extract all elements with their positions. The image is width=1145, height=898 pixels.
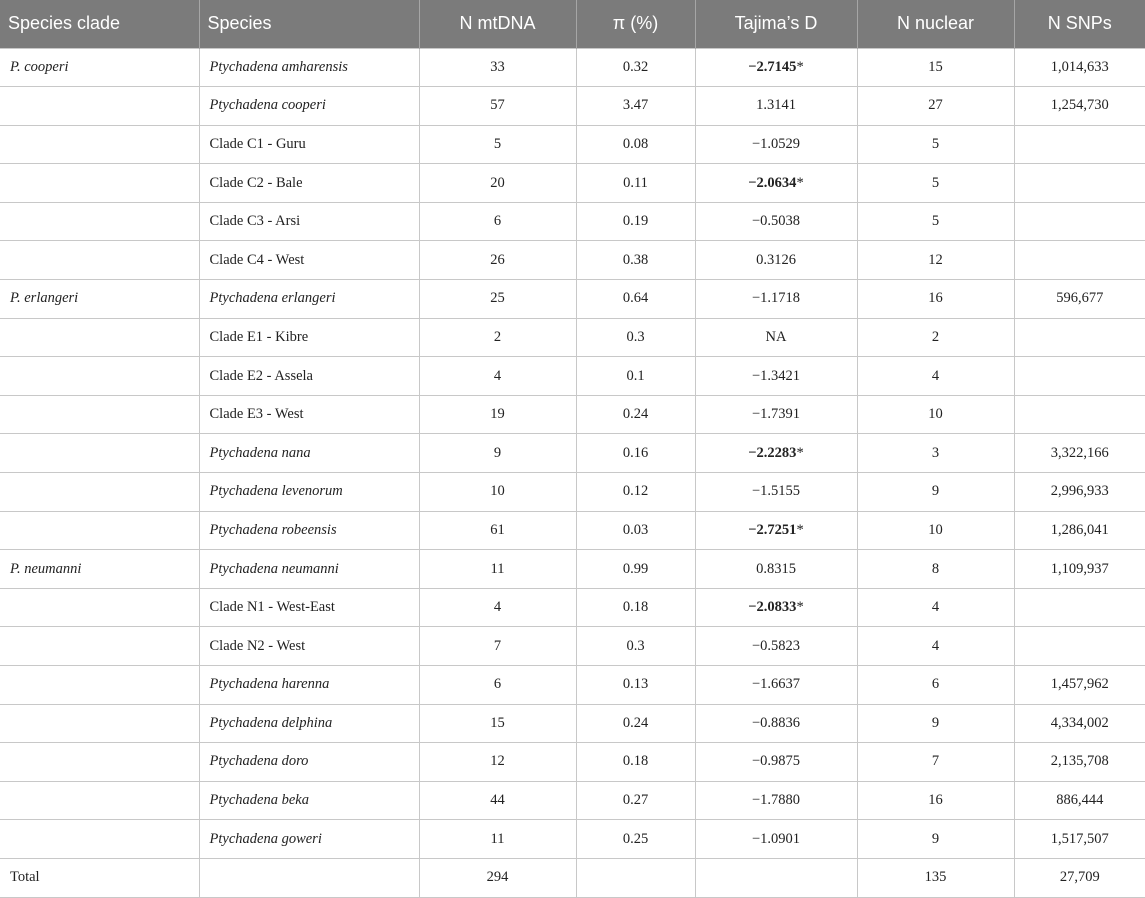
n-mtdna-cell: 26 — [419, 241, 576, 280]
n-nuclear-cell: 5 — [857, 125, 1014, 164]
tajimas-d-cell — [695, 434, 857, 473]
pi-cell: 0.16 — [576, 434, 695, 473]
pi-cell: 0.13 — [576, 666, 695, 705]
species-cell: Clade E1 - Kibre — [199, 318, 419, 357]
n-snps-cell: 3,322,166 — [1014, 434, 1145, 473]
table-row — [0, 743, 1145, 782]
species-cell: Clade N1 - West-East — [199, 588, 419, 627]
tajimas-d-value: −1.3421 — [751, 367, 801, 384]
tajimas-d-value: 1.3141 — [756, 97, 796, 114]
tajimas-d-value: −1.7391 — [751, 406, 801, 423]
species-cell: Ptychadena delphina — [199, 704, 419, 743]
tajimas-d-cell — [695, 395, 857, 434]
n-mtdna-cell: 2 — [419, 318, 576, 357]
pi-cell: 0.38 — [576, 241, 695, 280]
tajimas-d-cell — [695, 357, 857, 396]
species-cell: Ptychadena beka — [199, 781, 419, 820]
tajimas-d-cell — [695, 743, 857, 782]
species-clade-cell: P. neumanni — [0, 550, 199, 589]
tajimas-d-cell — [695, 473, 857, 512]
n-nuclear-cell: 16 — [857, 781, 1014, 820]
species-cell: Ptychadena robeensis — [199, 511, 419, 550]
tajimas-d-value: −1.1718 — [751, 290, 801, 307]
species-clade-cell — [0, 781, 199, 820]
header-species-clade: Species clade — [8, 13, 121, 34]
header-pi: π (%) — [576, 0, 695, 48]
n-mtdna-cell: 19 — [419, 395, 576, 434]
n-mtdna-cell: 4 — [419, 357, 576, 396]
tajimas-d-value: −2.7251 — [748, 521, 797, 538]
significance-mark: * — [796, 174, 804, 191]
n-mtdna-cell: 6 — [419, 666, 576, 705]
table-body — [0, 48, 1145, 897]
table-row — [0, 588, 1145, 627]
pi-cell: 0.08 — [576, 125, 695, 164]
tajimas-d-value: −2.7145 — [748, 58, 797, 75]
n-nuclear-cell: 4 — [857, 588, 1014, 627]
total-n-mtdna-cell: 294 — [419, 858, 576, 897]
n-mtdna-cell: 9 — [419, 434, 576, 473]
n-nuclear-cell: 6 — [857, 666, 1014, 705]
tajimas-d-cell — [695, 48, 857, 87]
header-tajimas-d: Tajima’s D — [695, 0, 857, 48]
pi-cell: 0.12 — [576, 473, 695, 512]
pi-cell: 0.3 — [576, 627, 695, 666]
n-nuclear-cell: 2 — [857, 318, 1014, 357]
pi-cell: 0.1 — [576, 357, 695, 396]
n-snps-cell: 1,014,633 — [1014, 48, 1145, 87]
n-mtdna-cell: 25 — [419, 280, 576, 319]
tajimas-d-value: −1.0901 — [751, 830, 801, 847]
species-cell: Ptychadena neumanni — [199, 550, 419, 589]
species-clade-cell — [0, 241, 199, 280]
n-snps-cell — [1014, 318, 1145, 357]
n-snps-cell: 1,517,507 — [1014, 820, 1145, 859]
n-nuclear-cell: 4 — [857, 357, 1014, 396]
tajimas-d-value: −0.9875 — [751, 753, 801, 770]
tajimas-d-cell — [695, 781, 857, 820]
table-row — [0, 164, 1145, 203]
tajimas-d-cell — [695, 588, 857, 627]
species-clade-cell — [0, 434, 199, 473]
tajimas-d-cell — [695, 511, 857, 550]
pi-cell: 0.3 — [576, 318, 695, 357]
pi-cell: 3.47 — [576, 87, 695, 126]
species-cell: Ptychadena goweri — [199, 820, 419, 859]
table-row — [0, 357, 1145, 396]
n-snps-cell — [1014, 164, 1145, 203]
n-snps-cell — [1014, 202, 1145, 241]
table-row — [0, 87, 1145, 126]
n-nuclear-cell: 10 — [857, 395, 1014, 434]
tajimas-d-cell — [695, 820, 857, 859]
table-row — [0, 318, 1145, 357]
table-row — [0, 820, 1145, 859]
significance-mark: * — [796, 599, 804, 616]
total-species-cell — [199, 858, 419, 897]
header-species: Species — [199, 0, 419, 48]
species-clade-cell — [0, 511, 199, 550]
n-mtdna-cell: 11 — [419, 550, 576, 589]
header-n-snps: N SNPs — [1014, 0, 1145, 48]
species-cell: Ptychadena harenna — [199, 666, 419, 705]
species-clade-cell — [0, 202, 199, 241]
tajimas-d-cell — [695, 280, 857, 319]
pi-cell: 0.24 — [576, 395, 695, 434]
tajimas-d-cell — [695, 87, 857, 126]
pi-cell: 0.18 — [576, 588, 695, 627]
n-snps-cell — [1014, 627, 1145, 666]
n-snps-cell — [1014, 241, 1145, 280]
n-snps-cell: 1,457,962 — [1014, 666, 1145, 705]
n-snps-cell: 2,996,933 — [1014, 473, 1145, 512]
species-clade-cell — [0, 627, 199, 666]
species-cell: Clade N2 - West — [199, 627, 419, 666]
n-mtdna-cell: 10 — [419, 473, 576, 512]
n-snps-cell: 1,286,041 — [1014, 511, 1145, 550]
n-snps-cell: 4,334,002 — [1014, 704, 1145, 743]
table-row — [0, 704, 1145, 743]
n-snps-cell — [1014, 395, 1145, 434]
n-snps-cell — [1014, 125, 1145, 164]
table-row — [0, 550, 1145, 589]
n-nuclear-cell: 15 — [857, 48, 1014, 87]
table-row — [0, 48, 1145, 87]
species-clade-cell — [0, 704, 199, 743]
n-snps-cell — [1014, 357, 1145, 396]
tajimas-d-cell — [695, 164, 857, 203]
significance-mark: * — [796, 444, 804, 461]
tajimas-d-cell — [695, 627, 857, 666]
species-cell: Clade C1 - Guru — [199, 125, 419, 164]
table-row — [0, 125, 1145, 164]
tajimas-d-value: −2.0833 — [748, 599, 797, 616]
significance-mark: * — [796, 58, 804, 75]
tajimas-d-value: −0.5038 — [751, 213, 801, 230]
n-mtdna-cell: 7 — [419, 627, 576, 666]
species-cell: Clade C2 - Bale — [199, 164, 419, 203]
species-clade-cell — [0, 87, 199, 126]
species-cell: Clade C3 - Arsi — [199, 202, 419, 241]
pi-cell: 0.24 — [576, 704, 695, 743]
n-mtdna-cell: 15 — [419, 704, 576, 743]
tajimas-d-value: −0.5823 — [751, 637, 801, 654]
species-cell: Clade E2 - Assela — [199, 357, 419, 396]
header-n-mtdna: N mtDNA — [419, 0, 576, 48]
n-nuclear-cell: 3 — [857, 434, 1014, 473]
n-nuclear-cell: 9 — [857, 473, 1014, 512]
n-mtdna-cell: 11 — [419, 820, 576, 859]
n-nuclear-cell: 7 — [857, 743, 1014, 782]
species-clade-cell: P. cooperi — [0, 48, 199, 87]
n-nuclear-cell: 4 — [857, 627, 1014, 666]
tajimas-d-value: −1.7880 — [751, 792, 801, 809]
species-clade-cell — [0, 318, 199, 357]
n-nuclear-cell: 27 — [857, 87, 1014, 126]
species-cell: Ptychadena doro — [199, 743, 419, 782]
table-row — [0, 395, 1145, 434]
pi-cell: 0.19 — [576, 202, 695, 241]
n-snps-cell: 1,109,937 — [1014, 550, 1145, 589]
pi-cell: 0.11 — [576, 164, 695, 203]
significance-mark: * — [796, 521, 804, 538]
n-snps-cell: 1,254,730 — [1014, 87, 1145, 126]
tajimas-d-cell — [695, 241, 857, 280]
species-clade-cell — [0, 588, 199, 627]
n-mtdna-cell: 12 — [419, 743, 576, 782]
n-mtdna-cell: 20 — [419, 164, 576, 203]
tajimas-d-value: −1.6637 — [751, 676, 801, 693]
n-mtdna-cell: 57 — [419, 87, 576, 126]
pi-cell: 0.32 — [576, 48, 695, 87]
table-row — [0, 781, 1145, 820]
species-clade-cell — [0, 395, 199, 434]
total-pi-cell — [576, 858, 695, 897]
table-row — [0, 241, 1145, 280]
total-label-cell: Total — [0, 858, 199, 897]
species-clade-cell — [0, 743, 199, 782]
tajimas-d-value: −0.8836 — [751, 714, 801, 731]
table-row — [0, 280, 1145, 319]
species-clade-cell — [0, 820, 199, 859]
species-cell: Ptychadena amharensis — [199, 48, 419, 87]
n-nuclear-cell: 9 — [857, 704, 1014, 743]
n-nuclear-cell: 12 — [857, 241, 1014, 280]
tajimas-d-cell — [695, 125, 857, 164]
n-snps-cell: 596,677 — [1014, 280, 1145, 319]
pi-cell: 0.99 — [576, 550, 695, 589]
species-cell: Ptychadena levenorum — [199, 473, 419, 512]
n-nuclear-cell: 5 — [857, 164, 1014, 203]
table-row — [0, 434, 1145, 473]
total-n-snps-cell: 27,709 — [1014, 858, 1145, 897]
table-row — [0, 627, 1145, 666]
species-clade-cell — [0, 666, 199, 705]
header-n-nuclear: N nuclear — [857, 0, 1014, 48]
species-clade-cell — [0, 473, 199, 512]
species-clade-cell: P. erlangeri — [0, 280, 199, 319]
total-n-nuclear-cell: 135 — [857, 858, 1014, 897]
n-mtdna-cell: 5 — [419, 125, 576, 164]
pi-cell: 0.25 — [576, 820, 695, 859]
tajimas-d-value: −1.5155 — [751, 483, 801, 500]
n-snps-cell: 2,135,708 — [1014, 743, 1145, 782]
species-cell: Ptychadena erlangeri — [199, 280, 419, 319]
tajimas-d-cell — [695, 704, 857, 743]
n-mtdna-cell: 6 — [419, 202, 576, 241]
tajimas-d-value: 0.3126 — [756, 251, 796, 268]
n-nuclear-cell: 9 — [857, 820, 1014, 859]
species-cell: Clade E3 - West — [199, 395, 419, 434]
tajimas-d-cell — [695, 666, 857, 705]
n-snps-cell — [1014, 588, 1145, 627]
table-row — [0, 666, 1145, 705]
n-mtdna-cell: 33 — [419, 48, 576, 87]
species-clade-cell — [0, 357, 199, 396]
species-cell: Ptychadena cooperi — [199, 87, 419, 126]
total-tajimas-d-cell — [695, 858, 857, 897]
n-nuclear-cell: 5 — [857, 202, 1014, 241]
tajimas-d-cell — [695, 318, 857, 357]
tajimas-d-value: NA — [765, 328, 787, 345]
n-mtdna-cell: 4 — [419, 588, 576, 627]
tajimas-d-value: −1.0529 — [751, 135, 801, 152]
n-nuclear-cell: 16 — [857, 280, 1014, 319]
pi-cell: 0.18 — [576, 743, 695, 782]
pi-cell: 0.64 — [576, 280, 695, 319]
total-row — [0, 858, 1145, 897]
tajimas-d-value: −2.0634 — [748, 174, 797, 191]
n-snps-cell: 886,444 — [1014, 781, 1145, 820]
tajimas-d-cell — [695, 202, 857, 241]
n-nuclear-cell: 10 — [857, 511, 1014, 550]
pi-cell: 0.27 — [576, 781, 695, 820]
table-row — [0, 511, 1145, 550]
table-row — [0, 473, 1145, 512]
species-clade-cell — [0, 125, 199, 164]
species-cell: Clade C4 - West — [199, 241, 419, 280]
n-mtdna-cell: 61 — [419, 511, 576, 550]
tajimas-d-value: −2.2283 — [748, 444, 797, 461]
species-clade-cell — [0, 164, 199, 203]
header-row — [0, 0, 1145, 48]
n-nuclear-cell: 8 — [857, 550, 1014, 589]
tajimas-d-value: 0.8315 — [756, 560, 796, 577]
species-cell: Ptychadena nana — [199, 434, 419, 473]
n-mtdna-cell: 44 — [419, 781, 576, 820]
table-row — [0, 202, 1145, 241]
pi-cell: 0.03 — [576, 511, 695, 550]
tajimas-d-cell — [695, 550, 857, 589]
